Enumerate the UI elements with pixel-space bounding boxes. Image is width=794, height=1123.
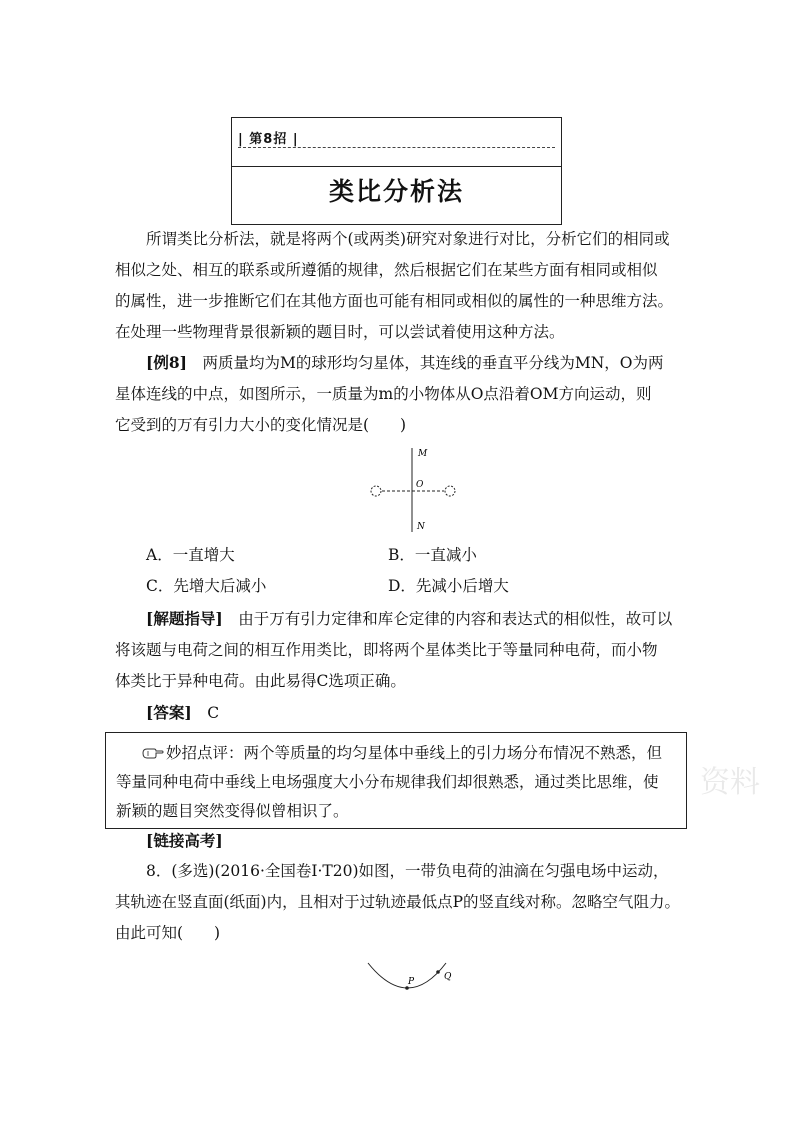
tip-box (105, 732, 687, 829)
label-m: M (418, 449, 428, 459)
q8-line: 由此可知( ) (115, 924, 221, 942)
tip-line: 妙招点评：两个等质量的均匀星体中垂线上的引力场分布情况不熟悉，但 (116, 739, 676, 768)
intro-line: 所谓类比分析法，就是将两个(或两类)研究对象进行对比，分析它们的相同或 (146, 230, 670, 248)
page-title: 类比分析法 (328, 177, 464, 206)
guide-label: [解题指导] (146, 609, 223, 628)
option-d: D．先减小后增大 (388, 577, 509, 595)
label-n: N (417, 522, 425, 532)
star-left (371, 486, 381, 496)
pointing-hand-icon (142, 746, 164, 760)
example-question (115, 347, 685, 441)
example-label: [例8] (146, 353, 187, 372)
answer-value: C (207, 704, 220, 722)
example-line: [例8] 两质量均为M的球形均匀星体，其连线的垂直平分线为MN，O为两 (146, 353, 664, 372)
watermark: 资料 (700, 765, 760, 800)
intro-line: 在处理一些物理背景很新颖的题目时，可以尝试着使用这种方法。 (115, 323, 565, 341)
trajectory-curve (368, 963, 446, 988)
guide-line: 体类比于异种电荷。由此易得C选项正确。 (115, 672, 406, 690)
option-a: A．一直增大 (146, 546, 235, 564)
label-o: O (416, 480, 424, 490)
solution-guide (115, 603, 685, 697)
tip-line: 等量同种电荷中垂线上电场强度大小分布规律我们却很熟悉，通过类比思维，使 (116, 773, 659, 791)
method-number-tag: | 第8招 | (238, 132, 299, 147)
answer-label: [答案] (146, 703, 192, 722)
example-line: 它受到的万有引力大小的变化情况是( ) (115, 416, 407, 434)
method-title-box (231, 117, 562, 225)
label-p: P (408, 977, 415, 987)
star-right (445, 486, 455, 496)
guide-line: 将该题与电荷之间的相互作用类比，即将两个星体类比于等量同种电荷，而小物 (115, 641, 658, 659)
q8-line: 8．(多选)(2016·全国卷Ⅰ·T20)如图，一带负电荷的油滴在匀强电场中运动， (146, 862, 669, 880)
tip-line: 新颖的题目突然变得似曾相识了。 (116, 802, 349, 820)
question-8 (115, 856, 685, 949)
intro-line: 相似之处、相互的联系或所遵循的规律，然后根据它们在某些方面有相同或相似 (115, 261, 658, 279)
option-c: C．先增大后减小 (146, 577, 267, 595)
example-line: 星体连线的中点，如图所示，一质量为m的小物体从O点沿着OM方向运动，则 (115, 385, 652, 403)
guide-line: [解题指导] 由于万有引力定律和库仑定律的内容和表达式的相似性，故可以 (146, 609, 673, 628)
title-divider (232, 166, 561, 167)
answer (115, 697, 685, 729)
dashed-divider (238, 147, 555, 148)
link-label: [链接高考] (146, 831, 223, 850)
label-q: Q (444, 972, 452, 982)
q8-line: 其轨迹在竖直面(纸面)内，且相对于过轨迹最低点P的竖直线对称。忽略空气阻力。 (115, 893, 681, 911)
option-b: B．一直减小 (388, 546, 477, 564)
intro-line: 的属性，进一步推断它们在其他方面也可能有相同或相似的属性的一种思维方法。 (115, 292, 674, 310)
two-stars-figure (362, 444, 462, 534)
link-gaokao (115, 825, 685, 857)
trajectory-figure (360, 955, 460, 1000)
intro-paragraph (115, 224, 685, 348)
point-q (436, 970, 440, 974)
